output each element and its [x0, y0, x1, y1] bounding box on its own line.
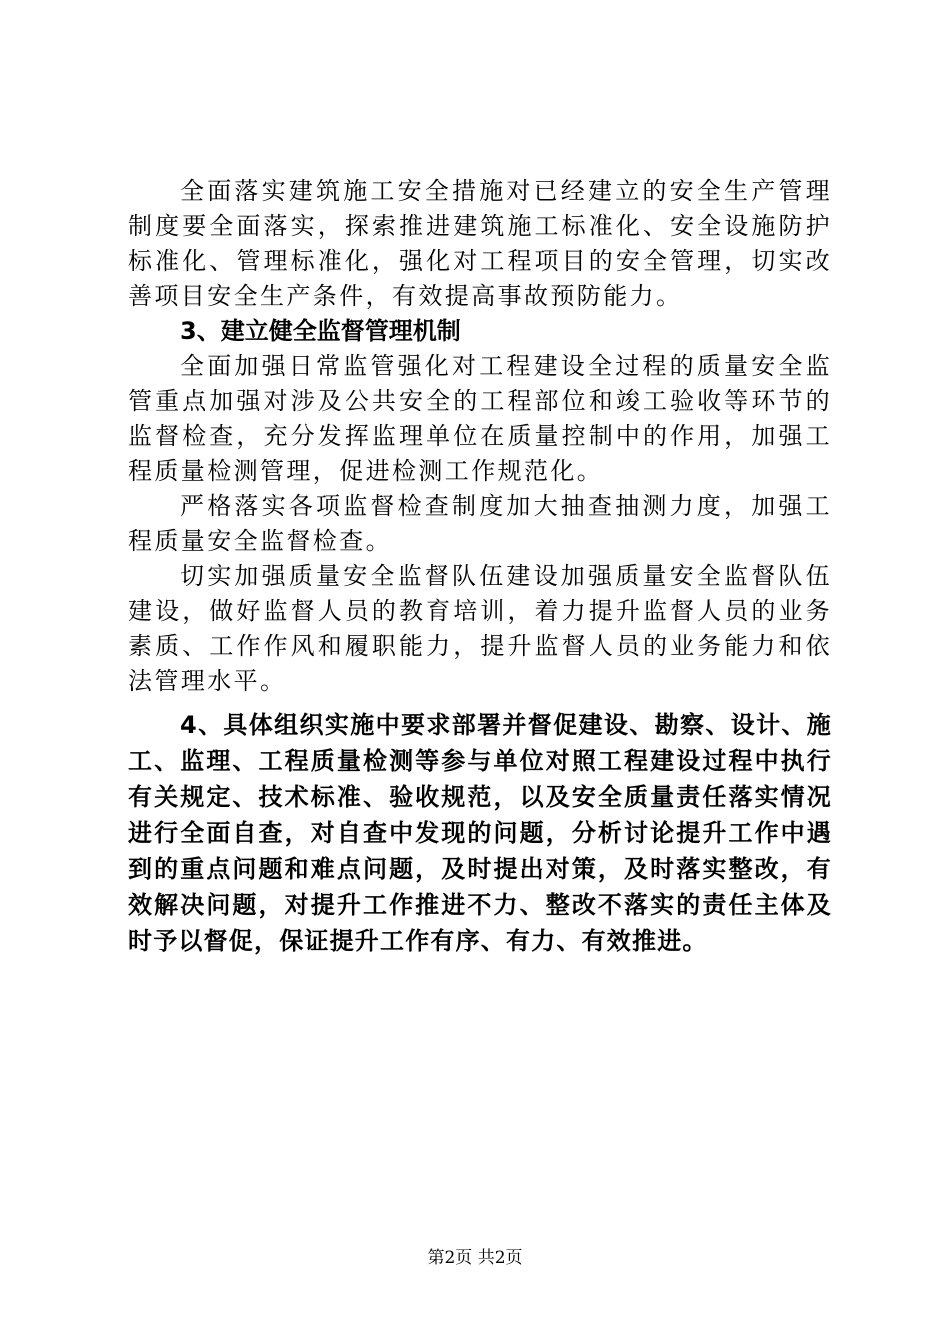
page-footer: 第2页 共2页: [427, 1248, 523, 1268]
paragraph-inspection-system: 严格落实各项监督检查制度加大抽查抽测力度，加强工程质量安全监督检查。: [128, 492, 832, 555]
paragraph-daily-supervision: 全面加强日常监管强化对工程建设全过程的质量安全监管重点加强对涉及公共安全的工程部位和竣工验收等环节的监督检查，充分发挥监理单位在质量控制中的作用，加强工程质量检测管理，促进检测工作规范化。: [128, 352, 832, 485]
document-body: [128, 174, 832, 959]
paragraph-construction-safety: 全面落实建筑施工安全措施对已经建立的安全生产管理制度要全面落实，探索推进建筑施工标准化、安全设施防护标准化、管理标准化，强化对工程项目的安全管理，切实改善项目安全生产条件，有效提高事故预防能力。: [128, 177, 832, 310]
section-heading-supervision: 3、建立健全监督管理机制: [180, 317, 461, 345]
paragraph-implementation: 4、具体组织实施中要求部署并督促建设、勘察、设计、施工、监理、工程质量检测等参与单位对照工程建设过程中执行有关规定、技术标准、验收规范，以及安全质量责任落实情况进行全面自查，对自查中发现的问题，分析讨论提升工作中遇到的重点问题和难点问题，及时提出对策，及时落实整改，有效解决问题，对提升工作推进不力、整改不落实的责任主体及时予以督促，保证提升工作有序、有力、有效推进。: [128, 711, 832, 955]
paragraph-supervision-team: 切实加强质量安全监督队伍建设加强质量安全监督队伍建设，做好监督人员的教育培训，着力提升监督人员的业务素质、工作作风和履职能力，提升监督人员的业务能力和依法管理水平。: [128, 562, 832, 695]
